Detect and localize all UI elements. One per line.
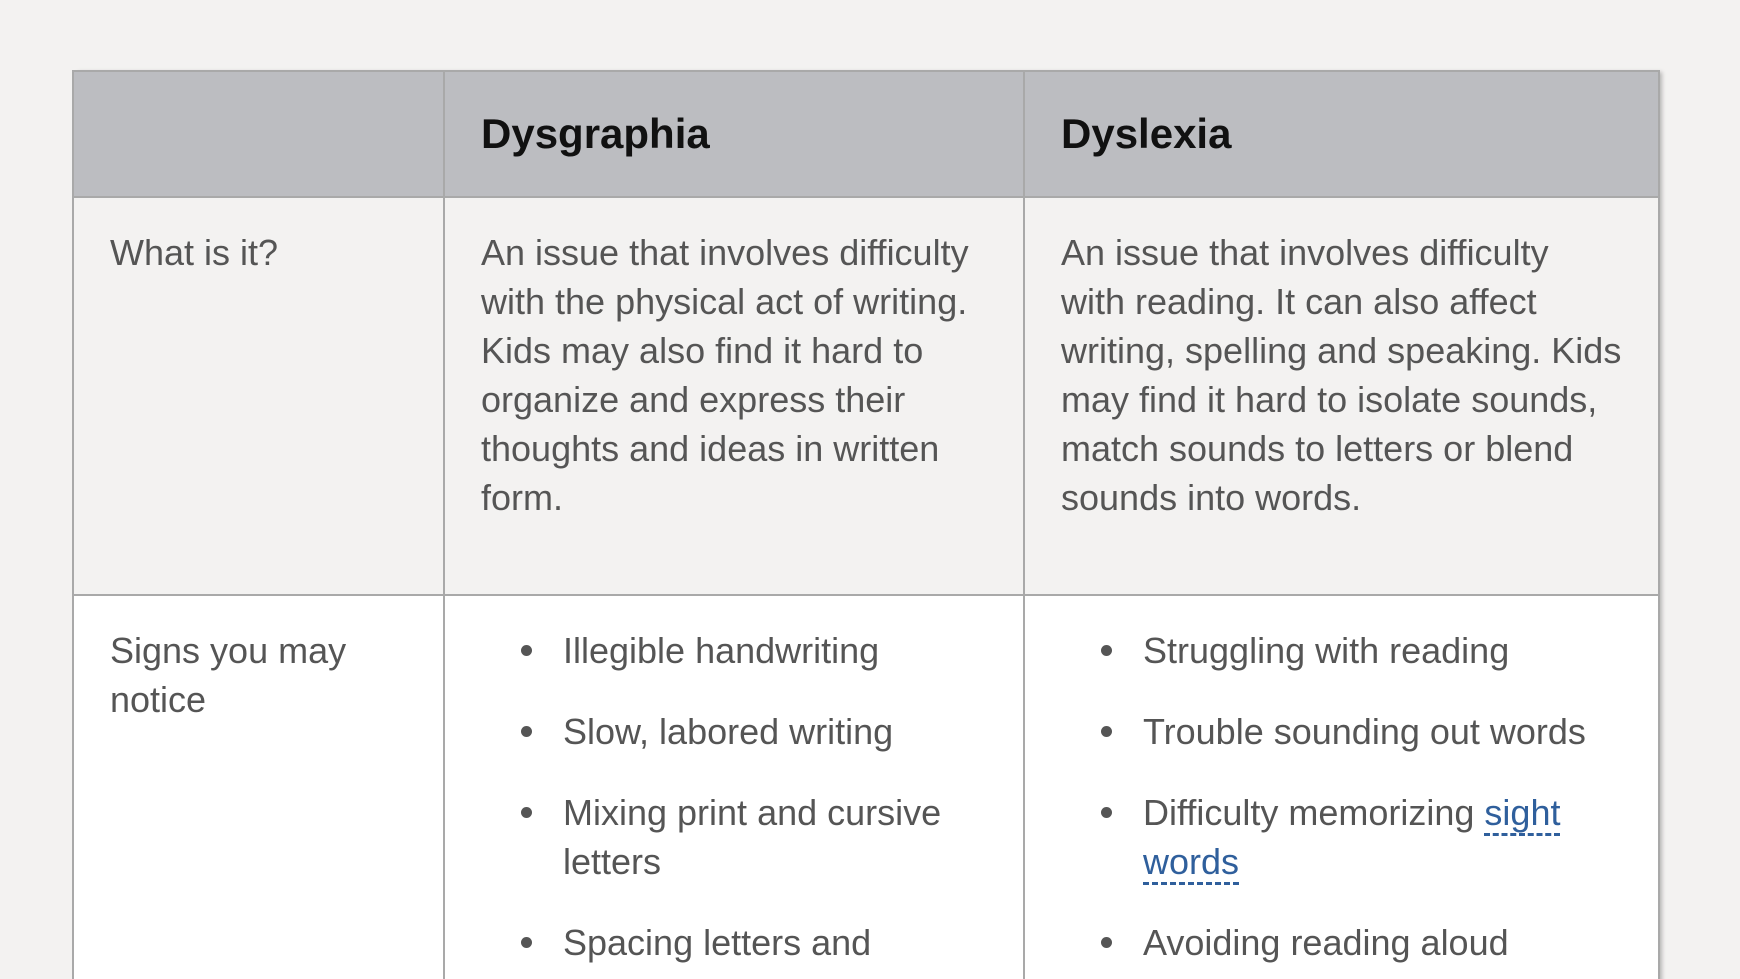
sight-words-link[interactable]: sight words (1143, 792, 1560, 885)
list-item (521, 707, 987, 756)
row-label-what-is-it: What is it? (73, 197, 444, 595)
bullet-icon (521, 807, 532, 818)
list-item (521, 626, 987, 675)
table-row-signs (73, 595, 1659, 979)
list-item (1101, 626, 1622, 675)
list-item-text: Slow, labored writing (563, 711, 894, 752)
cell-dysgraphia-signs (444, 595, 1024, 979)
list-item-text: Trouble sounding out words (1143, 711, 1586, 752)
bullet-icon (521, 645, 532, 656)
header-dyslexia: Dyslexia (1024, 71, 1659, 197)
list-item (1101, 788, 1622, 886)
list-item (1101, 918, 1622, 967)
bullet-icon (1101, 937, 1112, 948)
header-empty-cell (73, 71, 444, 197)
list-item-text: Mixing print and cursive letters (563, 792, 942, 882)
bullet-icon (521, 937, 532, 948)
dyslexia-signs-list (1061, 626, 1622, 967)
cell-dyslexia-signs (1024, 595, 1659, 979)
table-row-what-is-it (73, 197, 1659, 595)
list-item-text: Spacing letters and (563, 922, 872, 963)
list-item (521, 788, 987, 886)
cell-dyslexia-definition: An issue that involves difficulty with reading. It can also affect writing, spelling and speaking. Kids may find it hard to isolate sounds, match sounds to letters or blend sounds into words. (1024, 197, 1659, 595)
bullet-icon (1101, 645, 1112, 656)
list-item-text: Avoiding reading aloud (1143, 922, 1509, 963)
dysgraphia-signs-list (481, 626, 987, 967)
table-header-row (73, 71, 1659, 197)
list-item-text: Struggling with reading (1143, 630, 1510, 671)
row-label-signs: Signs you may notice (73, 595, 444, 979)
list-item-text: Illegible handwriting (563, 630, 880, 671)
comparison-table (72, 70, 1660, 979)
bullet-icon (1101, 726, 1112, 737)
cell-dysgraphia-definition: An issue that involves difficulty with the physical act of writing. Kids may also find it hard to organize and express their thoughts and ideas in written form. (444, 197, 1024, 595)
header-dysgraphia: Dysgraphia (444, 71, 1024, 197)
list-item (1101, 707, 1622, 756)
bullet-icon (1101, 807, 1112, 818)
list-item-text: Difficulty memorizing (1143, 792, 1485, 833)
bullet-icon (521, 726, 532, 737)
list-item (521, 918, 987, 967)
